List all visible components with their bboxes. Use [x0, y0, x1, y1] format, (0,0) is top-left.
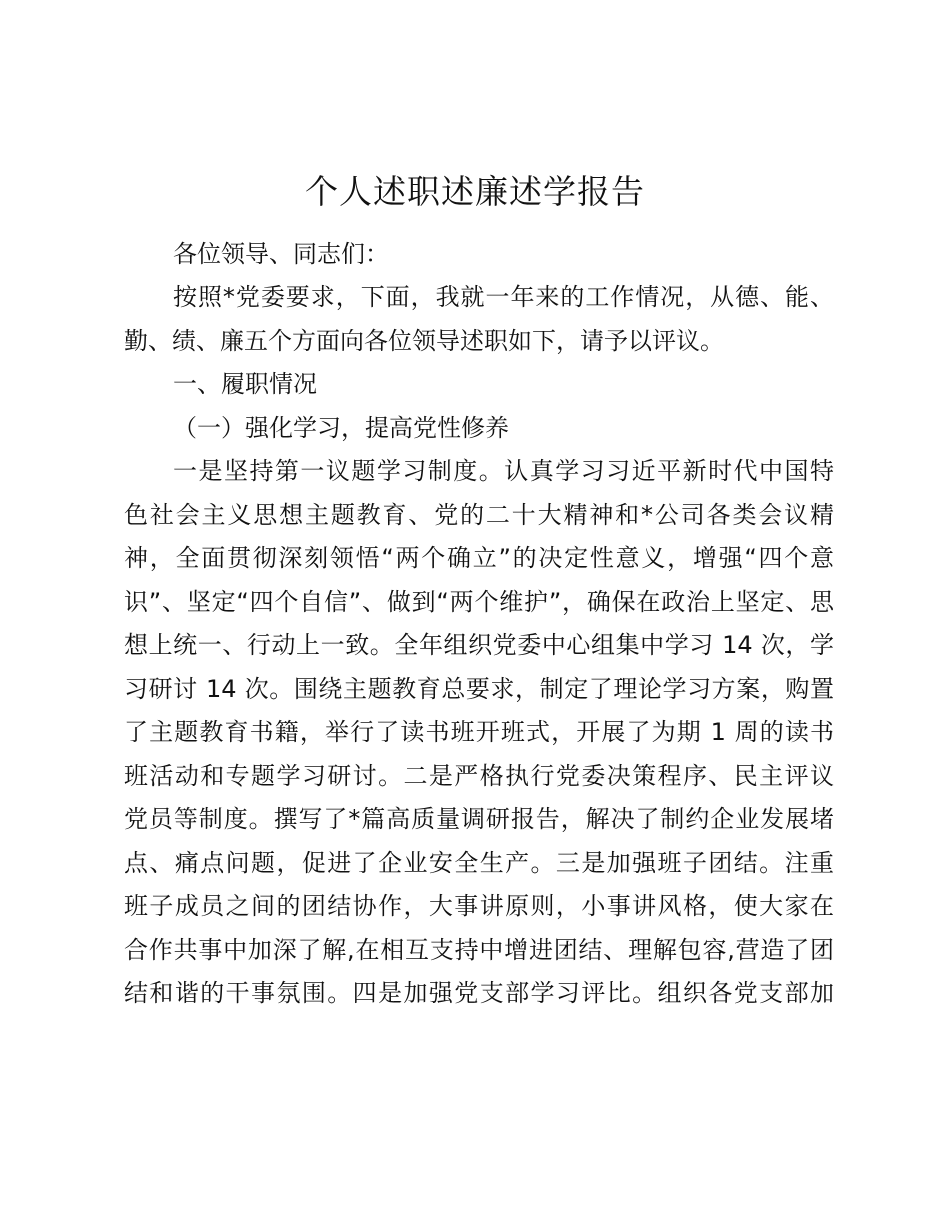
paragraph-line: 班活动和专题学习研讨。二是严格执行党委决策程序、民主评议 [124, 762, 834, 790]
paragraph-line: 神，全面贯彻深刻领悟“两个确立”的决定性意义，增强“四个意 [124, 544, 834, 572]
paragraph-line: 按照*党委要求，下面，我就一年来的工作情况，从德、能、 [173, 283, 834, 311]
paragraph-line: 了主题教育书籍，举行了读书班开班式，开展了为期 1 周的读书 [124, 718, 834, 746]
salutation: 各位领导、同志们： [173, 240, 389, 268]
paragraph-line: 想上统一、行动上一致。全年组织党委中心组集中学习 14 次，学 [124, 631, 834, 659]
paragraph-line: 结和谐的干事氛围。四是加强党支部学习评比。组织各党支部加 [124, 979, 834, 1007]
paragraph-line: 习研讨 14 次。围绕主题教育总要求，制定了理论学习方案，购置 [124, 675, 834, 703]
paragraph-line: 勤、绩、廉五个方面向各位领导述职如下，请予以评议。 [124, 327, 724, 355]
paragraph-line: 党员等制度。撰写了*篇高质量调研报告，解决了制约企业发展堵 [124, 805, 834, 833]
paragraph-line: 一是坚持第一议题学习制度。认真学习习近平新时代中国特 [173, 457, 834, 485]
paragraph-line: 色社会主义思想主题教育、党的二十大精神和*公司各类会议精 [124, 501, 834, 529]
document-title: 个人述职述廉述学报告 [305, 172, 645, 211]
paragraph-line: 合作共事中加深了解,在相互支持中增进团结、理解包容,营造了团 [124, 936, 834, 964]
subsection-heading: （一）强化学习，提高党性修养 [173, 414, 509, 442]
paragraph-line: 班子成员之间的团结协作，大事讲原则，小事讲风格，使大家在 [124, 892, 834, 920]
paragraph-line: 识”、坚定“四个自信”、做到“两个维护”，确保在政治上坚定、思 [124, 588, 834, 616]
section-heading: 一、履职情况 [173, 370, 317, 398]
paragraph-line: 点、痛点问题，促进了企业安全生产。三是加强班子团结。注重 [124, 849, 834, 877]
